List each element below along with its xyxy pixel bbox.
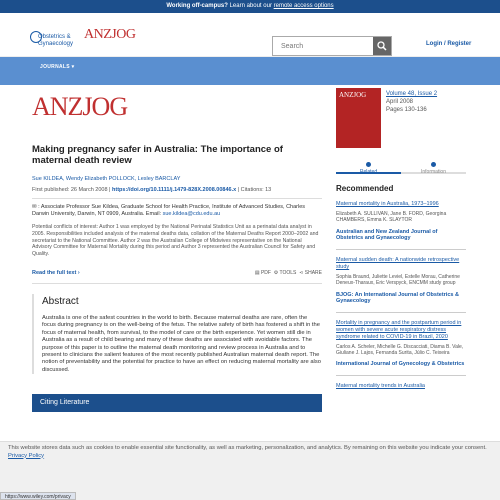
- login-register-link[interactable]: Login / Register: [426, 41, 472, 47]
- conflicts-of-interest: Potential conflicts of interest: Author 1 was employed by the National Perinatal Statistics Unit as a perinatal data analyst in 2005. Responsibilities included analysis of the maternal deaths data, collation of the Maternal Deaths Report 2000–2002 and secretariat to the National Committee. Author 2 was the Australian College of Midwives representative on the National Advisory Committee for Maternal Mortality during this period and Author 3 represented the Australian Council for Safety and Quality.: [32, 224, 319, 258]
- journal-header-logo[interactable]: [84, 27, 136, 55]
- active-tab-indicator: [336, 172, 401, 174]
- search-icon: [377, 41, 387, 51]
- chevron-right-icon: ›: [77, 269, 80, 276]
- issue-info: [386, 90, 437, 114]
- recommended-list: [336, 184, 466, 397]
- divider: [336, 249, 466, 250]
- abstract-section: [32, 294, 322, 374]
- journal-nav: [0, 57, 500, 85]
- recommended-title[interactable]: Maternal mortality trends in Australia: [336, 383, 425, 390]
- journal-logo: ANZJOG: [32, 92, 128, 121]
- issue-date: April 2008: [386, 99, 414, 105]
- article-toolbar: [32, 270, 322, 284]
- recommended-source[interactable]: BJOG: An International Journal of Obstetrics & Gynaecology: [336, 291, 459, 305]
- abstract-text: Australia is one of the safest countries in the world to birth. Because maternal deaths are rare, often the focus during pregnancy is on the well-being of the fetus. The relative safety of birth has fostered a shift in the focus of maternal health, from survival, to the model of care or the birth experience. Yet women still die in Australia as a result of child bearing and many of these deaths are associated with avoidable factors. The purpose of this paper is to outline the maternal death monitoring and review process in Australia and to present to clinicians the salient features of the most recently published Australian maternal death report. The notion of preventability and the potential for practice to have an effect on reducing maternal mortality are also discussed.: [42, 314, 321, 373]
- doi-link[interactable]: https://doi.org/10.1111/j.1479-828X.2008.00846.x: [112, 187, 237, 193]
- tab-information[interactable]: [401, 162, 466, 175]
- journal-cover-image[interactable]: [336, 88, 381, 148]
- recommended-authors: Sophia Braund, Juliette Leviel, Estelle Morau, Catherine Deneux-Tharaux, Eric Verspyck, ENCMM study group: [336, 273, 460, 287]
- recommended-source[interactable]: Australian and New Zealand Journal of Obstetrics and Gynaecology: [336, 228, 438, 242]
- abstract-heading: Abstract: [42, 295, 79, 307]
- journal-header-title: ANZJOG: [84, 27, 136, 42]
- share-icon: ⋖: [299, 269, 304, 276]
- tools-icon: ⚙: [273, 269, 279, 276]
- brand-line-1: Obstetrics &: [38, 34, 71, 40]
- recommended-source[interactable]: International Journal of Gynecology & Obstetrics: [336, 361, 465, 368]
- pdf-icon: ▤: [254, 269, 260, 276]
- recommended-title[interactable]: Maternal mortality in Australia, 1973–1996: [336, 201, 439, 207]
- list-item: [336, 320, 466, 368]
- banner-lead: Working off-campus?: [166, 3, 228, 9]
- chevron-down-icon: ▾: [71, 64, 75, 70]
- info-icon: [431, 162, 436, 167]
- first-published-date: 26 March 2008: [70, 187, 108, 193]
- read-full-text-link[interactable]: [32, 270, 80, 276]
- list-item: [336, 257, 466, 305]
- status-url: https://www.wiley.com/privacy: [0, 492, 76, 500]
- search-input[interactable]: [272, 36, 392, 56]
- share-button[interactable]: [299, 270, 322, 276]
- article-title: Making pregnancy safer in Australia: The importance of maternal death review: [32, 144, 283, 166]
- divider: [336, 312, 466, 313]
- off-campus-banner: [0, 0, 500, 13]
- envelope-icon: ✉: [32, 204, 37, 210]
- pdf-button[interactable]: [255, 270, 271, 276]
- first-published-label: First published:: [32, 187, 71, 193]
- tab-information-label: Information: [420, 169, 446, 175]
- journals-label: JOURNALS: [40, 64, 70, 70]
- recommended-authors: Carlos A. Scheler, Michelle G. Discacciati, Diama B. Vale, Giuliane J. Lajos, Fernanda Surita, Júlio C. Teixeira: [336, 343, 464, 356]
- issue-pages: Pages 130-136: [386, 107, 427, 113]
- tools-label: TOOLS: [279, 269, 297, 276]
- read-full-text-label: Read the full text: [32, 269, 77, 276]
- correspondence: [32, 204, 322, 218]
- author-list[interactable]: Sue KILDEA, Wendy Elizabeth POLLOCK, Lesley BARCLAY: [32, 176, 181, 182]
- publication-info: First published: 26 March 2008 | https://doi.org/10.1111/j.1479-828X.2008.00846.x | Citations: 13: [32, 187, 322, 199]
- banner-text: Learn about our: [227, 3, 274, 9]
- article-main: [32, 88, 322, 412]
- divider: [336, 375, 466, 376]
- pdf-label: PDF: [260, 269, 271, 276]
- search-placeholder: Search: [281, 43, 304, 50]
- network-icon: [366, 162, 371, 167]
- recommended-authors: Elizabeth A. SULLIVAN, Jane B. FORD, Georgina CHAMBERS, Emma K. SLAYTOR: [336, 210, 447, 224]
- cover-title: ANZJOG: [339, 91, 367, 99]
- tools-button[interactable]: [274, 270, 297, 276]
- journals-menu[interactable]: [40, 64, 74, 70]
- society-logo[interactable]: [30, 29, 80, 51]
- brand-line-2: Gynaecology: [38, 41, 74, 47]
- citing-literature-bar[interactable]: Citing Literature: [32, 394, 322, 412]
- recommended-title[interactable]: Maternal sudden death: A nationwide retrospective study: [336, 257, 460, 270]
- cookie-text: This website stores data such as cookies to enable essential site functionality, as well as marketing, personalization, and analytics. By remaining on this website you indicate your consent.: [8, 445, 487, 451]
- correspondence-text: : Associate Professor Sue Kildea, Graduate School for Health Practice, Institute of Advanced Studies, Charles Darwin University, Darwin, NT 0909, Australia. Email:: [32, 204, 306, 217]
- volume-issue-link[interactable]: Volume 48, Issue 2: [386, 91, 438, 97]
- remote-access-link[interactable]: remote access options: [273, 3, 334, 9]
- email-link[interactable]: sue.kildea@cdu.edu.au: [162, 211, 221, 217]
- sidebar-tabs: [336, 156, 466, 174]
- share-label: SHARE: [304, 269, 322, 276]
- list-item: [336, 383, 466, 390]
- privacy-policy-link[interactable]: Privacy Policy: [8, 452, 45, 459]
- recommended-heading: Recommended: [336, 184, 394, 193]
- recommended-title[interactable]: Mortality in pregnancy and the postpartum period in women with severe acute respiratory distress syndrome related to COVID-19 in Brazil, 2020: [336, 320, 462, 340]
- list-item: [336, 201, 466, 242]
- search-button[interactable]: [373, 37, 391, 55]
- citations-count[interactable]: Citations: 13: [240, 187, 272, 193]
- site-header: [0, 13, 500, 57]
